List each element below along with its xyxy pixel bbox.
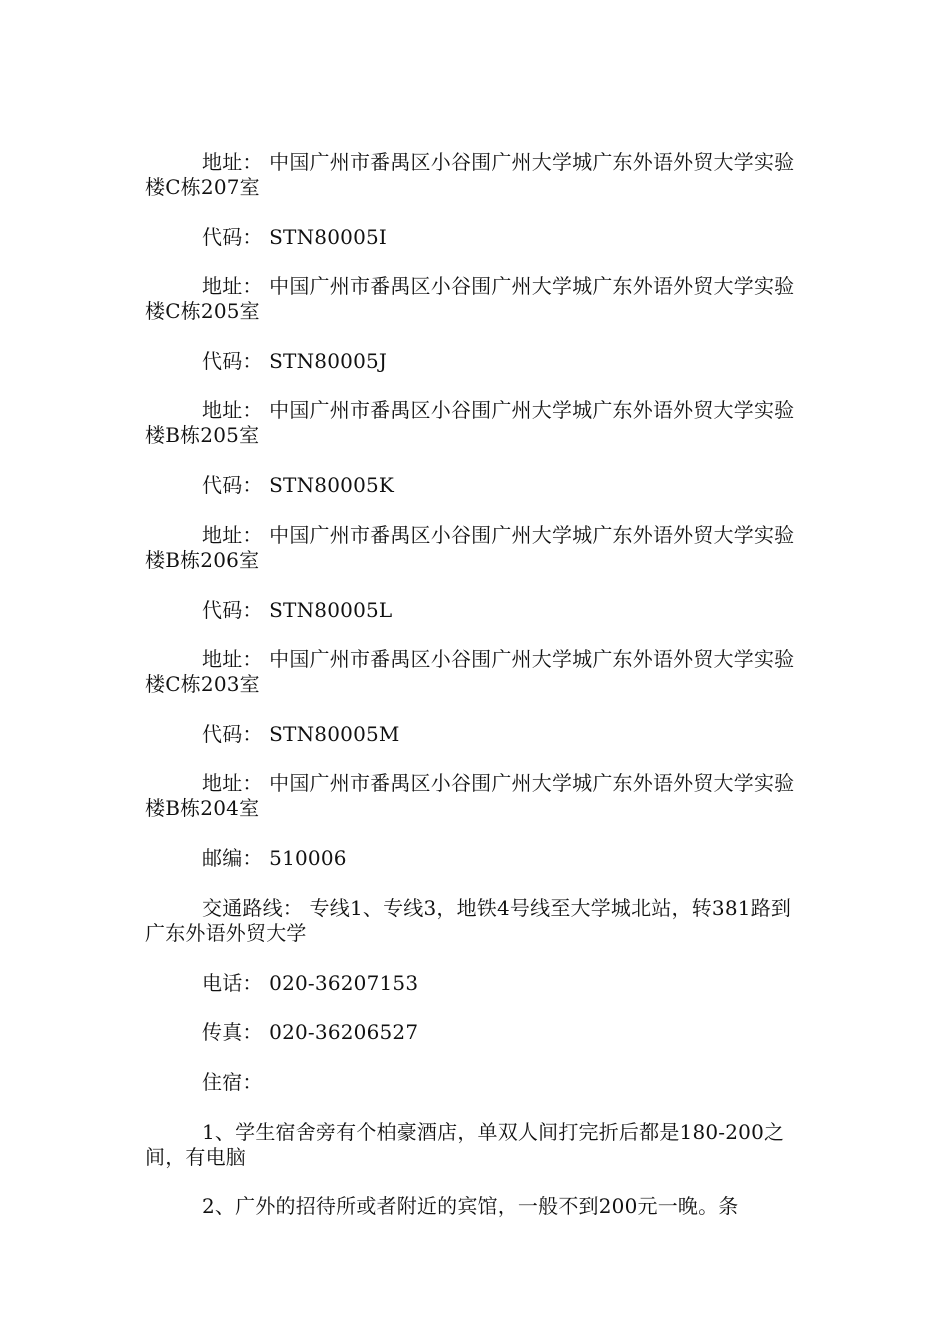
code-paragraph-1: 代码： STN80005I [202,225,388,249]
address-paragraph-3: 地址： 中国广州市番禺区小谷围广州大学城广东外语外贸大学实验楼B栋205室 [145,398,795,447]
code-paragraph-3: 代码： STN80005K [202,473,395,497]
lodging-item-1: 1、学生宿舍旁有个柏豪酒店，单双人间打完折后都是180-200之间，有电脑 [145,1120,785,1169]
address-paragraph-6: 地址： 中国广州市番禺区小谷围广州大学城广东外语外贸大学实验楼B栋204室 [145,771,795,820]
phone-paragraph: 电话： 020-36207153 [202,971,419,995]
transport-paragraph: 交通路线： 专线1、专线3，地铁4号线至大学城北站，转381路到广东外语外贸大学 [145,896,792,945]
address-paragraph-2: 地址： 中国广州市番禺区小谷围广州大学城广东外语外贸大学实验楼C栋205室 [145,274,795,323]
lodging-heading: 住宿： [202,1070,263,1094]
address-paragraph-5: 地址： 中国广州市番禺区小谷围广州大学城广东外语外贸大学实验楼C栋203室 [145,647,795,696]
code-paragraph-2: 代码： STN80005J [202,349,388,373]
address-paragraph-1: 地址： 中国广州市番禺区小谷围广州大学城广东外语外贸大学实验楼C栋207室 [145,150,795,199]
lodging-item-2: 2、广外的招待所或者附近的宾馆，一般不到200元一晚。条 [202,1194,739,1218]
address-paragraph-4: 地址： 中国广州市番禺区小谷围广州大学城广东外语外贸大学实验楼B栋206室 [145,523,795,572]
code-paragraph-4: 代码： STN80005L [202,598,393,622]
fax-paragraph: 传真： 020-36206527 [202,1020,419,1044]
code-paragraph-5: 代码： STN80005M [202,722,400,746]
postcode-paragraph: 邮编： 510006 [202,846,347,870]
